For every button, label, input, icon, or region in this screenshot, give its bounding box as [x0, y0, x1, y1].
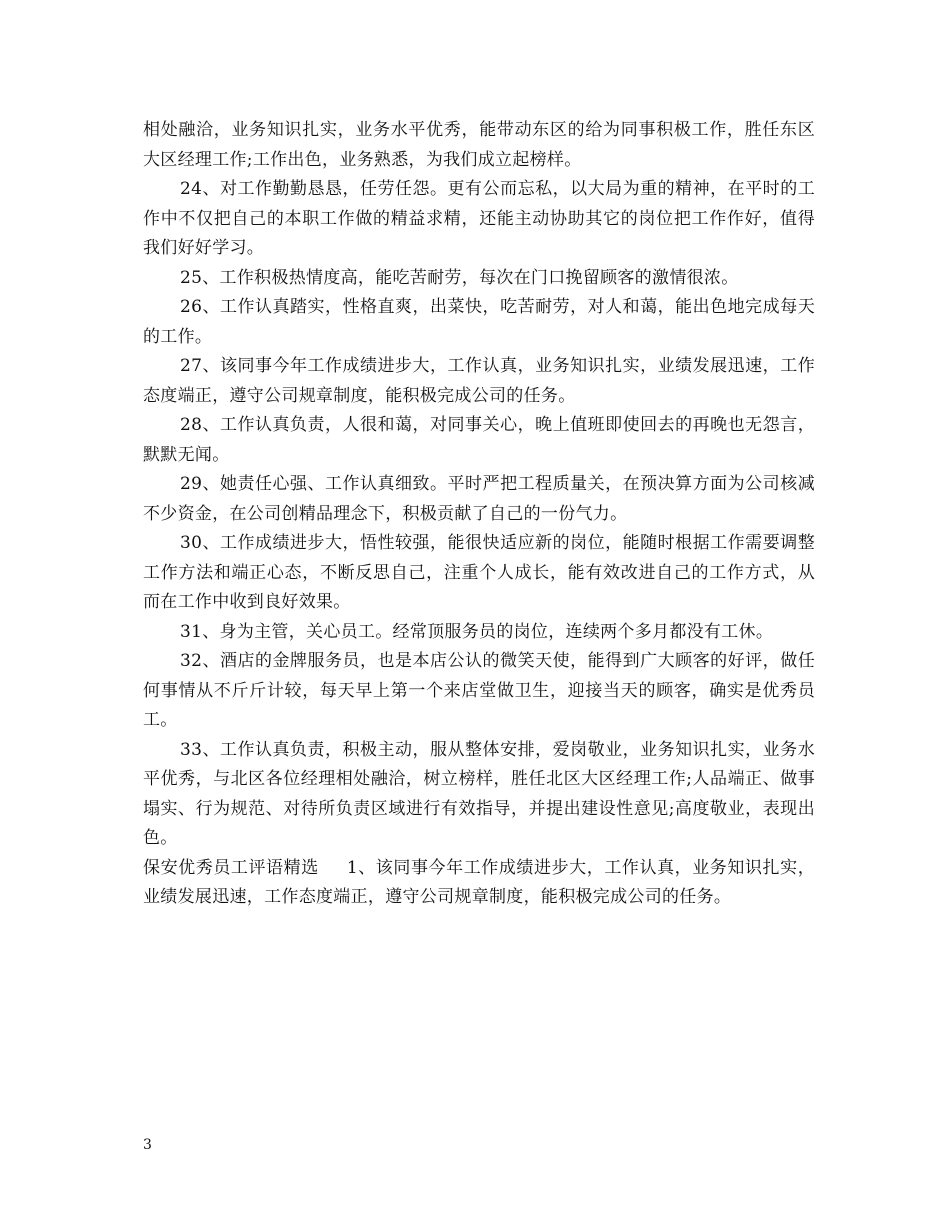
paragraph-32: 32、酒店的金牌服务员，也是本店公认的微笑天使，能得到广大顾客的好评，做任何事情从不斤斤计较，每天早上第一个来店堂做卫生，迎接当天的顾客，确实是优秀员工。: [143, 651, 815, 730]
document-body: [143, 116, 815, 913]
paragraph-33: 33、工作认真负责，积极主动，服从整体安排，爱岗敬业，业务知识扎实，业务水平优秀，与北区各位经理相处融洽，树立榜样，胜任北区大区经理工作;人品端正、做事塌实、行为规范、对待所负责区域进行有效指导，并提出建设性意见;高度敬业，表现出色。: [143, 739, 815, 848]
section-heading: 保安优秀员工评语精选: [143, 857, 319, 878]
paragraph-26: 26、工作认真踏实，性格直爽，出菜快，吃苦耐劳，对人和蔼，能出色地完成每天的工作。: [143, 297, 815, 347]
section-text: 1、该同事今年工作成绩进步大，工作认真，业务知识扎实，业绩发展迅速，工作态度端正，遵守公司规章制度，能积极完成公司的任务。: [143, 857, 816, 907]
paragraph-31: 31、身为主管，关心员工。经常顶服务员的岗位，连续两个多月都没有工休。: [180, 621, 774, 642]
paragraph-1: 相处融洽，业务知识扎实，业务水平优秀，能带动东区的给为同事积极工作，胜任东区大区经理工作;工作出色，业务熟悉，为我们成立起榜样。: [143, 120, 815, 170]
paragraph-24: 24、对工作勤勤恳恳，任劳任怨。更有公而忘私，以大局为重的精神，在平时的工作中不仅把自己的本职工作做的精益求精，还能主动协助其它的岗位把工作作好，值得我们好好学习。: [143, 179, 815, 258]
paragraph-25: 25、工作积极热情度高，能吃苦耐劳，每次在门口挽留顾客的激情很浓。: [180, 267, 739, 288]
paragraph-29: 29、她责任心强、工作认真细致。平时严把工程质量关，在预决算方面为公司核减不少资金，在公司创精品理念下，积极贡献了自己的一份气力。: [143, 474, 815, 524]
section-paragraph: [143, 854, 815, 913]
paragraph-27: 27、该同事今年工作成绩进步大，工作认真，业务知识扎实，业绩发展迅速，工作态度端正，遵守公司规章制度，能积极完成公司的任务。: [143, 356, 815, 406]
page-number: 3: [143, 1137, 152, 1153]
paragraph-28: 28、工作认真负责，人很和蔼，对同事关心，晚上值班即使回去的再晚也无怨言，默默无闻。: [143, 415, 815, 465]
paragraph-30: 30、工作成绩进步大，悟性较强，能很快适应新的岗位，能随时根据工作需要调整工作方法和端正心态，不断反思自己，注重个人成长，能有效改进自己的工作方式，从而在工作中收到良好效果。: [143, 533, 815, 612]
